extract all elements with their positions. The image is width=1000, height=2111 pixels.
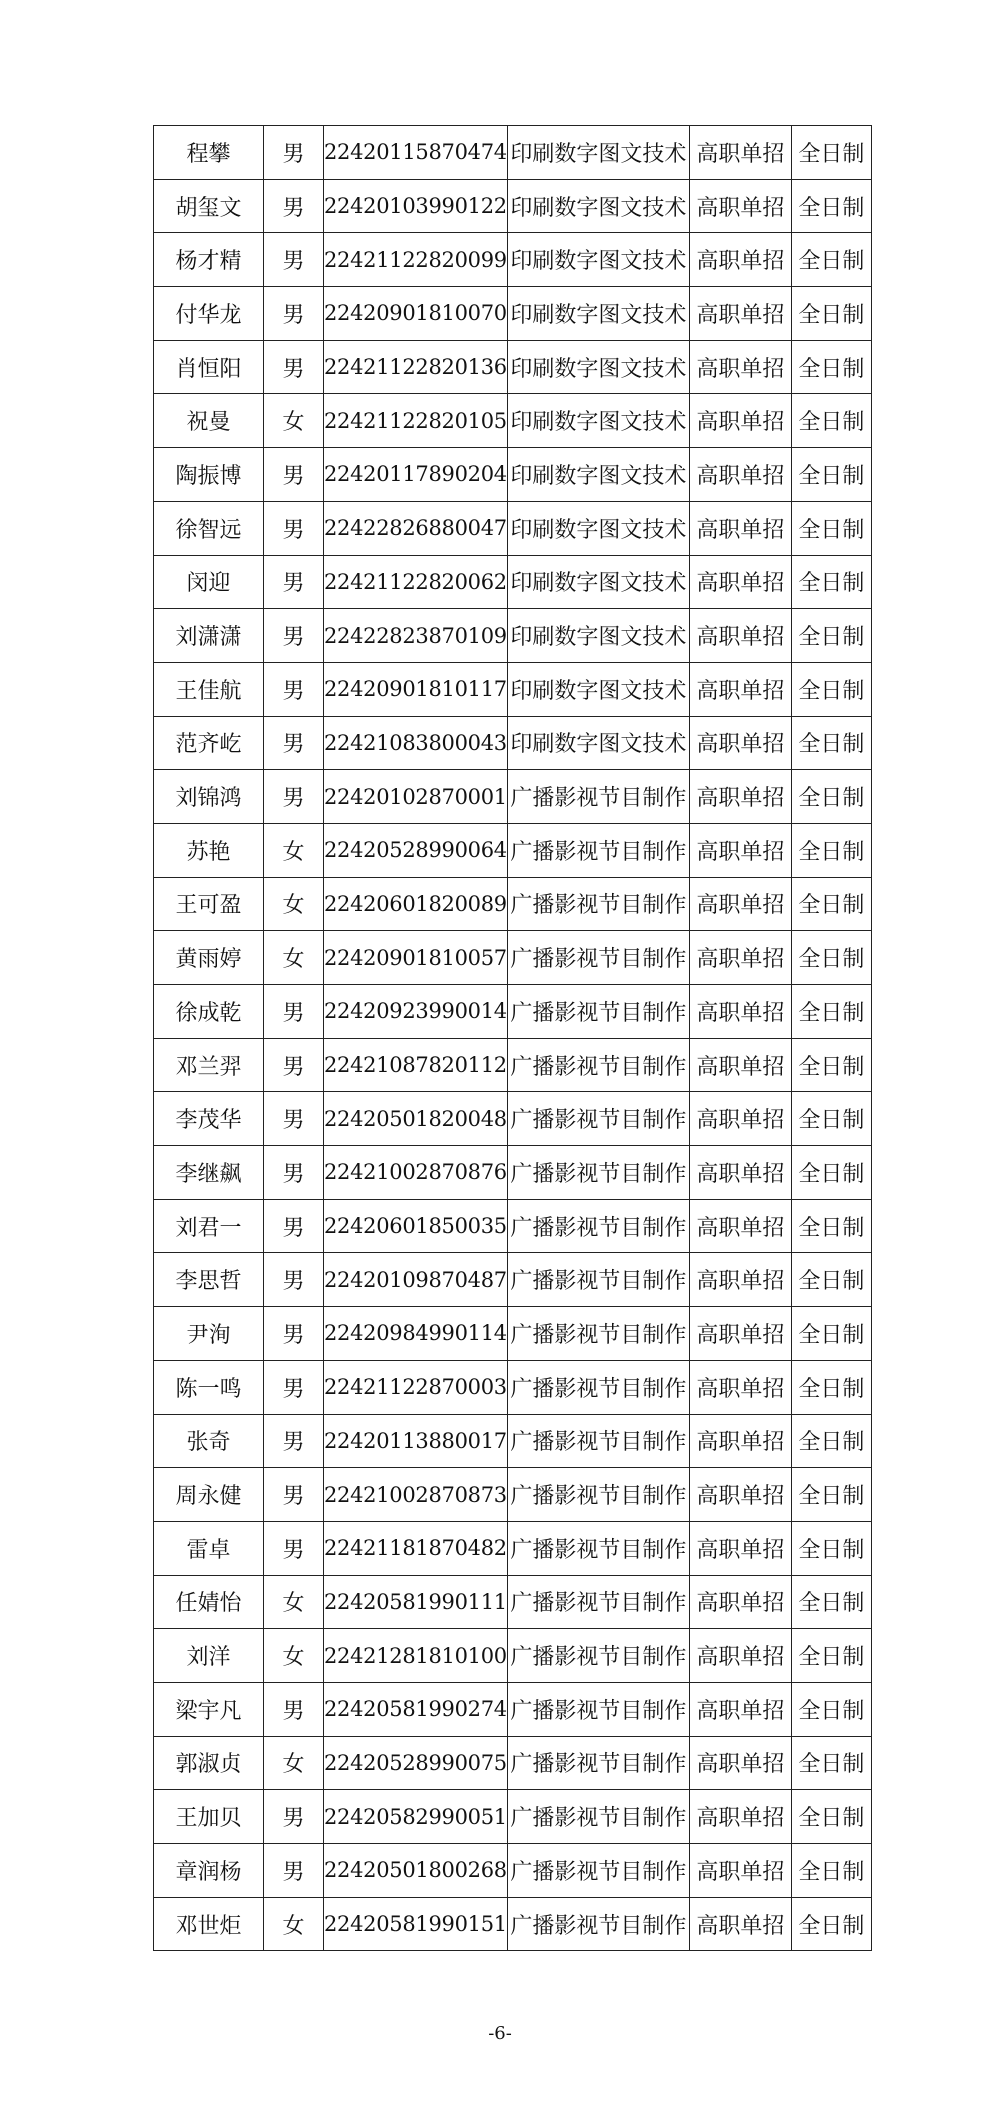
major-cell: 印刷数字图文技术 [507, 662, 689, 716]
student-name-cell: 刘洋 [154, 1629, 264, 1683]
study-mode-cell: 全日制 [791, 931, 871, 985]
admission-type-cell: 高职单招 [689, 1038, 791, 1092]
admission-type-cell: 高职单招 [689, 985, 791, 1039]
student-name-cell: 李继飙 [154, 1146, 264, 1200]
exam-id-cell: 22420901810117 [324, 662, 508, 716]
page-number: -6- [488, 2023, 512, 2044]
student-name-cell: 周永健 [154, 1468, 264, 1522]
table-row [154, 1307, 872, 1361]
gender-cell: 男 [264, 448, 324, 502]
table-row [154, 1414, 872, 1468]
admission-type-cell: 高职单招 [689, 1682, 791, 1736]
study-mode-cell: 全日制 [791, 1307, 871, 1361]
student-name-cell: 王可盈 [154, 877, 264, 931]
admission-type-cell: 高职单招 [689, 1790, 791, 1844]
student-name-cell: 肖恒阳 [154, 340, 264, 394]
major-cell: 广播影视节目制作 [507, 823, 689, 877]
exam-id-cell: 22420601820089 [324, 877, 508, 931]
exam-id-cell: 22420901810070 [324, 287, 508, 341]
table-row [154, 1682, 872, 1736]
exam-id-cell: 22420103990122 [324, 179, 508, 233]
gender-cell: 男 [264, 1414, 324, 1468]
student-name-cell: 尹洵 [154, 1307, 264, 1361]
admission-type-cell: 高职单招 [689, 1521, 791, 1575]
gender-cell: 男 [264, 179, 324, 233]
major-cell: 广播影视节目制作 [507, 1629, 689, 1683]
table-row [154, 1253, 872, 1307]
major-cell: 广播影视节目制作 [507, 1038, 689, 1092]
major-cell: 广播影视节目制作 [507, 1736, 689, 1790]
gender-cell: 男 [264, 501, 324, 555]
major-cell: 印刷数字图文技术 [507, 501, 689, 555]
admission-type-cell: 高职单招 [689, 555, 791, 609]
table-row [154, 931, 872, 985]
admission-type-cell: 高职单招 [689, 716, 791, 770]
admission-type-cell: 高职单招 [689, 1736, 791, 1790]
student-name-cell: 李茂华 [154, 1092, 264, 1146]
exam-id-cell: 22420117890204 [324, 448, 508, 502]
table-row [154, 770, 872, 824]
admission-type-cell: 高职单招 [689, 287, 791, 341]
major-cell: 广播影视节目制作 [507, 1360, 689, 1414]
exam-id-cell: 22420528990064 [324, 823, 508, 877]
table-row [154, 716, 872, 770]
student-name-cell: 刘潇潇 [154, 609, 264, 663]
study-mode-cell: 全日制 [791, 1790, 871, 1844]
exam-id-cell: 22420102870001 [324, 770, 508, 824]
gender-cell: 男 [264, 555, 324, 609]
table-row [154, 1844, 872, 1898]
student-name-cell: 李思哲 [154, 1253, 264, 1307]
gender-cell: 男 [264, 1468, 324, 1522]
admission-type-cell: 高职单招 [689, 1575, 791, 1629]
table-row [154, 1897, 872, 1951]
major-cell: 印刷数字图文技术 [507, 716, 689, 770]
table-row [154, 555, 872, 609]
admission-type-cell: 高职单招 [689, 1468, 791, 1522]
study-mode-cell: 全日制 [791, 233, 871, 287]
major-cell: 广播影视节目制作 [507, 1844, 689, 1898]
exam-id-cell: 22420581990111 [324, 1575, 508, 1629]
study-mode-cell: 全日制 [791, 716, 871, 770]
study-mode-cell: 全日制 [791, 1897, 871, 1951]
exam-id-cell: 22420109870487 [324, 1253, 508, 1307]
student-name-cell: 王加贝 [154, 1790, 264, 1844]
gender-cell: 女 [264, 931, 324, 985]
student-name-cell: 刘锦鸿 [154, 770, 264, 824]
table-row [154, 501, 872, 555]
exam-id-cell: 22420581990151 [324, 1897, 508, 1951]
gender-cell: 男 [264, 609, 324, 663]
table-row [154, 448, 872, 502]
admission-type-cell: 高职单招 [689, 1414, 791, 1468]
exam-id-cell: 22420923990014 [324, 985, 508, 1039]
study-mode-cell: 全日制 [791, 770, 871, 824]
study-mode-cell: 全日制 [791, 662, 871, 716]
admission-type-cell: 高职单招 [689, 1092, 791, 1146]
gender-cell: 男 [264, 985, 324, 1039]
study-mode-cell: 全日制 [791, 1575, 871, 1629]
exam-id-cell: 22421122870003 [324, 1360, 508, 1414]
gender-cell: 男 [264, 1092, 324, 1146]
table-row [154, 662, 872, 716]
student-roster-table [153, 125, 872, 1951]
gender-cell: 男 [264, 716, 324, 770]
study-mode-cell: 全日制 [791, 1038, 871, 1092]
gender-cell: 女 [264, 1575, 324, 1629]
major-cell: 印刷数字图文技术 [507, 233, 689, 287]
table-row [154, 179, 872, 233]
major-cell: 印刷数字图文技术 [507, 287, 689, 341]
table-row [154, 1575, 872, 1629]
gender-cell: 男 [264, 1521, 324, 1575]
student-name-cell: 邓兰羿 [154, 1038, 264, 1092]
exam-id-cell: 22420582990051 [324, 1790, 508, 1844]
major-cell: 广播影视节目制作 [507, 1575, 689, 1629]
gender-cell: 男 [264, 1307, 324, 1361]
major-cell: 印刷数字图文技术 [507, 126, 689, 180]
exam-id-cell: 22421181870482 [324, 1521, 508, 1575]
student-name-cell: 苏艳 [154, 823, 264, 877]
gender-cell: 男 [264, 233, 324, 287]
study-mode-cell: 全日制 [791, 179, 871, 233]
major-cell: 广播影视节目制作 [507, 1682, 689, 1736]
table-row [154, 1146, 872, 1200]
study-mode-cell: 全日制 [791, 1844, 871, 1898]
student-name-cell: 杨才精 [154, 233, 264, 287]
gender-cell: 女 [264, 823, 324, 877]
table-row [154, 877, 872, 931]
admission-type-cell: 高职单招 [689, 1199, 791, 1253]
gender-cell: 女 [264, 877, 324, 931]
study-mode-cell: 全日制 [791, 1521, 871, 1575]
exam-id-cell: 22420501820048 [324, 1092, 508, 1146]
major-cell: 广播影视节目制作 [507, 1253, 689, 1307]
table-row [154, 126, 872, 180]
table-row [154, 1521, 872, 1575]
student-name-cell: 王佳航 [154, 662, 264, 716]
table-row [154, 1360, 872, 1414]
admission-type-cell: 高职单招 [689, 662, 791, 716]
major-cell: 广播影视节目制作 [507, 985, 689, 1039]
table-row [154, 1199, 872, 1253]
table-row [154, 985, 872, 1039]
table-row [154, 1736, 872, 1790]
gender-cell: 女 [264, 1629, 324, 1683]
admission-type-cell: 高职单招 [689, 1629, 791, 1683]
table-row [154, 340, 872, 394]
study-mode-cell: 全日制 [791, 1629, 871, 1683]
exam-id-cell: 22420984990114 [324, 1307, 508, 1361]
study-mode-cell: 全日制 [791, 448, 871, 502]
study-mode-cell: 全日制 [791, 1736, 871, 1790]
admission-type-cell: 高职单招 [689, 770, 791, 824]
major-cell: 广播影视节目制作 [507, 931, 689, 985]
major-cell: 印刷数字图文技术 [507, 555, 689, 609]
student-name-cell: 祝曼 [154, 394, 264, 448]
exam-id-cell: 22421122820105 [324, 394, 508, 448]
study-mode-cell: 全日制 [791, 287, 871, 341]
gender-cell: 男 [264, 1790, 324, 1844]
student-name-cell: 章润杨 [154, 1844, 264, 1898]
exam-id-cell: 22420528990075 [324, 1736, 508, 1790]
major-cell: 广播影视节目制作 [507, 1146, 689, 1200]
student-name-cell: 黄雨婷 [154, 931, 264, 985]
exam-id-cell: 22420501800268 [324, 1844, 508, 1898]
study-mode-cell: 全日制 [791, 1360, 871, 1414]
student-roster-body [154, 126, 872, 1951]
admission-type-cell: 高职单招 [689, 1253, 791, 1307]
admission-type-cell: 高职单招 [689, 126, 791, 180]
major-cell: 广播影视节目制作 [507, 1790, 689, 1844]
table-row [154, 1092, 872, 1146]
major-cell: 广播影视节目制作 [507, 1307, 689, 1361]
student-name-cell: 徐成乾 [154, 985, 264, 1039]
exam-id-cell: 22421122820136 [324, 340, 508, 394]
study-mode-cell: 全日制 [791, 1253, 871, 1307]
study-mode-cell: 全日制 [791, 823, 871, 877]
major-cell: 广播影视节目制作 [507, 1092, 689, 1146]
gender-cell: 男 [264, 1146, 324, 1200]
student-name-cell: 张奇 [154, 1414, 264, 1468]
exam-id-cell: 22422826880047 [324, 501, 508, 555]
exam-id-cell: 22420115870474 [324, 126, 508, 180]
study-mode-cell: 全日制 [791, 126, 871, 180]
study-mode-cell: 全日制 [791, 555, 871, 609]
major-cell: 广播影视节目制作 [507, 1199, 689, 1253]
admission-type-cell: 高职单招 [689, 931, 791, 985]
admission-type-cell: 高职单招 [689, 394, 791, 448]
admission-type-cell: 高职单招 [689, 877, 791, 931]
gender-cell: 男 [264, 1360, 324, 1414]
admission-type-cell: 高职单招 [689, 823, 791, 877]
exam-id-cell: 22420601850035 [324, 1199, 508, 1253]
student-name-cell: 程攀 [154, 126, 264, 180]
student-name-cell: 梁宇凡 [154, 1682, 264, 1736]
admission-type-cell: 高职单招 [689, 1897, 791, 1951]
table-row [154, 1468, 872, 1522]
major-cell: 印刷数字图文技术 [507, 340, 689, 394]
study-mode-cell: 全日制 [791, 1468, 871, 1522]
major-cell: 广播影视节目制作 [507, 1897, 689, 1951]
exam-id-cell: 22420901810057 [324, 931, 508, 985]
gender-cell: 男 [264, 1038, 324, 1092]
study-mode-cell: 全日制 [791, 1092, 871, 1146]
gender-cell: 女 [264, 1897, 324, 1951]
admission-type-cell: 高职单招 [689, 1307, 791, 1361]
study-mode-cell: 全日制 [791, 985, 871, 1039]
study-mode-cell: 全日制 [791, 394, 871, 448]
table-row [154, 1038, 872, 1092]
gender-cell: 男 [264, 1844, 324, 1898]
gender-cell: 男 [264, 1682, 324, 1736]
table-row [154, 287, 872, 341]
admission-type-cell: 高职单招 [689, 179, 791, 233]
student-name-cell: 徐智远 [154, 501, 264, 555]
student-name-cell: 任婧怡 [154, 1575, 264, 1629]
study-mode-cell: 全日制 [791, 340, 871, 394]
table-row [154, 394, 872, 448]
student-name-cell: 邓世炬 [154, 1897, 264, 1951]
exam-id-cell: 22421281810100 [324, 1629, 508, 1683]
study-mode-cell: 全日制 [791, 877, 871, 931]
table-row [154, 1629, 872, 1683]
exam-id-cell: 22421002870873 [324, 1468, 508, 1522]
gender-cell: 男 [264, 1253, 324, 1307]
table-row [154, 233, 872, 287]
exam-id-cell: 22421122820062 [324, 555, 508, 609]
admission-type-cell: 高职单招 [689, 1844, 791, 1898]
gender-cell: 女 [264, 394, 324, 448]
admission-type-cell: 高职单招 [689, 501, 791, 555]
exam-id-cell: 22421122820099 [324, 233, 508, 287]
student-name-cell: 付华龙 [154, 287, 264, 341]
gender-cell: 男 [264, 126, 324, 180]
exam-id-cell: 22422823870109 [324, 609, 508, 663]
major-cell: 印刷数字图文技术 [507, 179, 689, 233]
student-name-cell: 胡玺文 [154, 179, 264, 233]
gender-cell: 男 [264, 1199, 324, 1253]
study-mode-cell: 全日制 [791, 609, 871, 663]
study-mode-cell: 全日制 [791, 1682, 871, 1736]
gender-cell: 男 [264, 340, 324, 394]
admission-type-cell: 高职单招 [689, 1146, 791, 1200]
exam-id-cell: 22420581990274 [324, 1682, 508, 1736]
student-name-cell: 陈一鸣 [154, 1360, 264, 1414]
exam-id-cell: 22421083800043 [324, 716, 508, 770]
student-name-cell: 雷卓 [154, 1521, 264, 1575]
exam-id-cell: 22420113880017 [324, 1414, 508, 1468]
admission-type-cell: 高职单招 [689, 233, 791, 287]
major-cell: 广播影视节目制作 [507, 877, 689, 931]
major-cell: 广播影视节目制作 [507, 770, 689, 824]
exam-id-cell: 22421087820112 [324, 1038, 508, 1092]
major-cell: 广播影视节目制作 [507, 1414, 689, 1468]
gender-cell: 男 [264, 770, 324, 824]
table-row [154, 1790, 872, 1844]
admission-type-cell: 高职单招 [689, 1360, 791, 1414]
exam-id-cell: 22421002870876 [324, 1146, 508, 1200]
gender-cell: 男 [264, 287, 324, 341]
student-name-cell: 刘君一 [154, 1199, 264, 1253]
study-mode-cell: 全日制 [791, 501, 871, 555]
table-row [154, 823, 872, 877]
table-row [154, 609, 872, 663]
major-cell: 印刷数字图文技术 [507, 609, 689, 663]
admission-type-cell: 高职单招 [689, 448, 791, 502]
major-cell: 印刷数字图文技术 [507, 448, 689, 502]
gender-cell: 男 [264, 662, 324, 716]
student-name-cell: 闵迎 [154, 555, 264, 609]
student-name-cell: 陶振博 [154, 448, 264, 502]
major-cell: 广播影视节目制作 [507, 1468, 689, 1522]
admission-type-cell: 高职单招 [689, 340, 791, 394]
student-name-cell: 郭淑贞 [154, 1736, 264, 1790]
major-cell: 印刷数字图文技术 [507, 394, 689, 448]
study-mode-cell: 全日制 [791, 1199, 871, 1253]
gender-cell: 女 [264, 1736, 324, 1790]
major-cell: 广播影视节目制作 [507, 1521, 689, 1575]
study-mode-cell: 全日制 [791, 1414, 871, 1468]
study-mode-cell: 全日制 [791, 1146, 871, 1200]
student-name-cell: 范齐屹 [154, 716, 264, 770]
admission-type-cell: 高职单招 [689, 609, 791, 663]
